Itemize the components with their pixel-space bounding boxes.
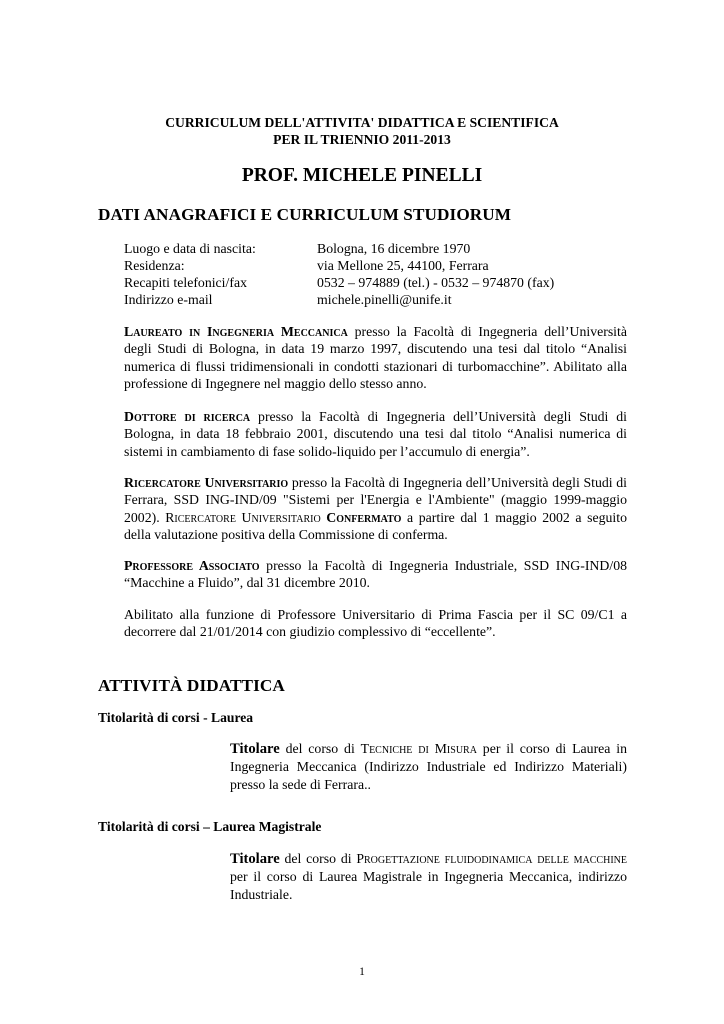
info-value: Bologna, 16 dicembre 1970 — [317, 241, 471, 256]
course-text: del corso di — [279, 741, 361, 756]
info-row-email — [124, 291, 624, 308]
info-label: Recapiti telefonici/fax — [124, 275, 247, 290]
associate-title: Professore Associato — [124, 558, 260, 573]
researcher-text-2: a partire dal 1 maggio 2002 a seguito della valutazione positiva della Commissione di conferma. — [124, 509, 627, 542]
course-text-2: per il corso di Laurea in Ingegneria Meccanica (Indirizzo Industriale ed Indirizzo Materiali) presso la sede di Ferrara.. — [230, 741, 627, 792]
info-row-phone — [124, 274, 624, 291]
course-name: Tecniche di Misura — [360, 741, 477, 756]
phd-title: Dottore di ricerca — [124, 409, 251, 424]
paragraph-laurea — [124, 323, 627, 392]
degree-text: presso la Facoltà di Ingegneria dell’Università degli Studi di Bologna, in data 19 marzo 1997, discutendo una tesi dal titolo “Analisi numerica di flussi tridimensionali in condotti stazionari di turbomacchine”. Abilitato alla professione di Ingegnere nel maggio dello stesso anno. — [124, 324, 627, 391]
info-value: via Mellone 25, 44100, Ferrara — [317, 258, 489, 273]
paragraph-abilitazione — [124, 606, 627, 641]
phd-text: presso la Facoltà di Ingegneria dell’Università degli Studi di Bologna, in data 18 febbraio 2001, discutendo una tesi dal titolo “Analisi numerica di sistemi in cambiamento di fase solido-liquido per l’accumulo di energia”. — [124, 409, 627, 459]
paragraph-ricercatore — [124, 474, 627, 543]
subheading-magistrale: Titolarità di corsi – Laurea Magistrale — [98, 819, 322, 834]
associate-text: presso la Facoltà di Ingegneria Industriale, SSD ING-IND/08 “Macchine a Fluido”, dal 31 dicembre 2010. — [124, 558, 627, 591]
course-role: Titolare — [230, 851, 280, 867]
course-magistrale — [230, 850, 627, 903]
section-heading-didattica: ATTIVITÀ DIDATTICA — [98, 676, 285, 695]
info-value-email: michele.pinelli@unife.it — [317, 292, 452, 307]
page-number: 1 — [359, 966, 365, 978]
course-text-2: per il corso di Laurea Magistrale in Ingegneria Meccanica, indirizzo Industriale. — [230, 869, 627, 902]
paragraph-dottorato — [124, 408, 627, 460]
subheading-laurea: Titolarità di corsi - Laurea — [98, 710, 254, 725]
header-line-2: PER IL TRIENNIO 2011-2013 — [273, 132, 451, 147]
course-text: del corso di — [279, 851, 357, 866]
info-label: Indirizzo e-mail — [124, 292, 213, 307]
personal-info-table — [124, 240, 624, 308]
researcher-text: presso la Facoltà di Ingegneria dell’Università degli Studi di Ferrara, SSD ING-IND/09 "Sistemi per l'Energia e l'Ambiente" (maggio 1999-maggio 2002). — [124, 475, 627, 525]
info-row-birth — [124, 240, 624, 257]
info-value: 0532 – 974889 (tel.) - 0532 – 974870 (fax) — [317, 275, 555, 290]
paragraph-associato — [124, 557, 627, 592]
info-row-residence — [124, 257, 624, 274]
degree-title: Laureato in Ingegneria Meccanica — [124, 324, 348, 339]
qualification-text: Abilitato alla funzione di Professore Universitario di Prima Fascia per il SC 09/C1 a decorrere dal 21/01/2014 con giudizio complessivo di “eccellente”. — [124, 607, 627, 640]
header-line-1: CURRICULUM DELL'ATTIVITA' DIDATTICA E SCIENTIFICA — [165, 115, 559, 130]
course-laurea — [230, 740, 627, 793]
info-label: Luogo e data di nascita: — [124, 241, 256, 256]
confirmed-title: Confermato — [326, 509, 402, 525]
course-role: Titolare — [230, 741, 280, 757]
section-heading-anagrafici: DATI ANAGRAFICI E CURRICULUM STUDIORUM — [98, 205, 512, 224]
course-name: Progettazione fluidodinamica delle macchine — [356, 851, 627, 866]
professor-name: PROF. MICHELE PINELLI — [241, 165, 483, 186]
researcher-title-2: Ricercatore Universitario — [165, 509, 321, 525]
researcher-title: Ricercatore Universitario — [124, 475, 289, 490]
info-label: Residenza: — [124, 258, 185, 273]
